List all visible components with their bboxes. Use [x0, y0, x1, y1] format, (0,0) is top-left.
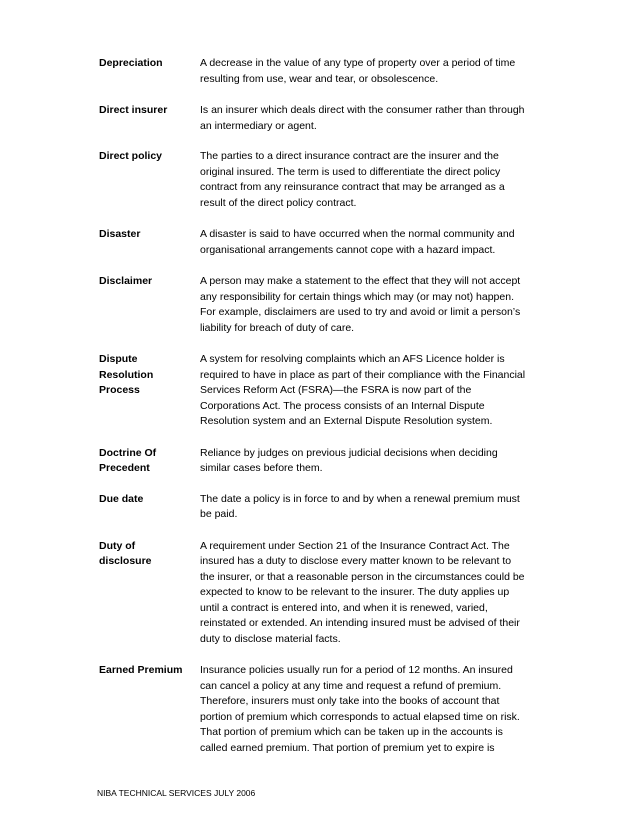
definition: The parties to a direct insurance contract are the insurer and the original insured. The term is used to differentiate the direct policy contract from any reinsurance contract that may be arranged as a result of the direct policy contract. — [200, 150, 505, 209]
glossary-entry-dispute-resolution-process — [99, 352, 539, 430]
glossary-entry-doctrine-of-precedent — [99, 446, 539, 477]
glossary-entry-due-date — [99, 492, 539, 523]
definition: A disaster is said to have occurred when the normal community and organisational arrangements cannot cope with a hazard impact. — [200, 228, 515, 256]
definition: A decrease in the value of any type of property over a period of time resulting from use, wear and tear, or obsolescence. — [200, 57, 516, 85]
term: Earned Premium — [99, 664, 183, 676]
glossary — [99, 56, 539, 756]
definition: A requirement under Section 21 of the Insurance Contract Act. The insured has a duty to disclose every matter known to be relevant to the insurer, or that a reasonable person in the circumstances could be expected to know to be relevant to the insurer. The duty applies up until a contract is entered into, and when it is renewed, varied, reinstated or extended. An intending insured must be advised of their duty to disclose material facts. — [200, 539, 525, 645]
term: Disaster — [99, 228, 141, 240]
term: Direct insurer — [99, 104, 168, 116]
term: Depreciation — [99, 57, 163, 69]
term: Doctrine Of Precedent — [99, 446, 157, 474]
glossary-entry-disaster — [99, 227, 539, 258]
page-footer: NIBA TECHNICAL SERVICES JULY 2006 — [97, 788, 256, 798]
term: Dispute Resolution Process — [99, 353, 154, 396]
glossary-entry-direct-insurer — [99, 103, 539, 134]
term: Direct policy — [99, 150, 163, 162]
glossary-entry-disclaimer — [99, 274, 539, 336]
glossary-entry-earned-premium — [99, 663, 539, 756]
definition: A system for resolving complaints which an AFS Licence holder is required to have in place as part of their compliance with the Financial Services Reform Act (FSRA)—the FSRA is now part of the Corporations Act. The process consists of an Internal Dispute Resolution system and an External Dispute Resolution system. — [200, 353, 526, 427]
term: Due date — [99, 492, 144, 505]
definition: Insurance policies usually run for a period of 12 months. An insured can cancel a policy at any time and request a refund of premium. Therefore, insurers must only take into the books of account that portion of premium which corresponds to actual elapsed time on risk. That portion of premium which can be taken up in the accounts is called earned premium. That portion of premium yet to expire is — [200, 664, 520, 754]
term: Disclaimer — [99, 275, 153, 287]
definition: Reliance by judges on previous judicial decisions when deciding similar cases before them. — [200, 446, 498, 474]
definition: Is an insurer which deals direct with the consumer rather than through an intermediary or agent. — [200, 104, 525, 132]
definition: A person may make a statement to the effect that they will not accept any responsibility for certain things which may (or may not) happen. For example, disclaimers are used to try and avoid or limit a person’s liability for breach of duty of care. — [200, 275, 521, 334]
glossary-entry-direct-policy — [99, 149, 539, 211]
glossary-entry-depreciation — [99, 56, 539, 87]
definition: The date a policy is in force to and by when a renewal premium must be paid. — [200, 492, 520, 520]
term: Duty of disclosure — [99, 539, 152, 567]
glossary-entry-duty-of-disclosure — [99, 539, 539, 648]
